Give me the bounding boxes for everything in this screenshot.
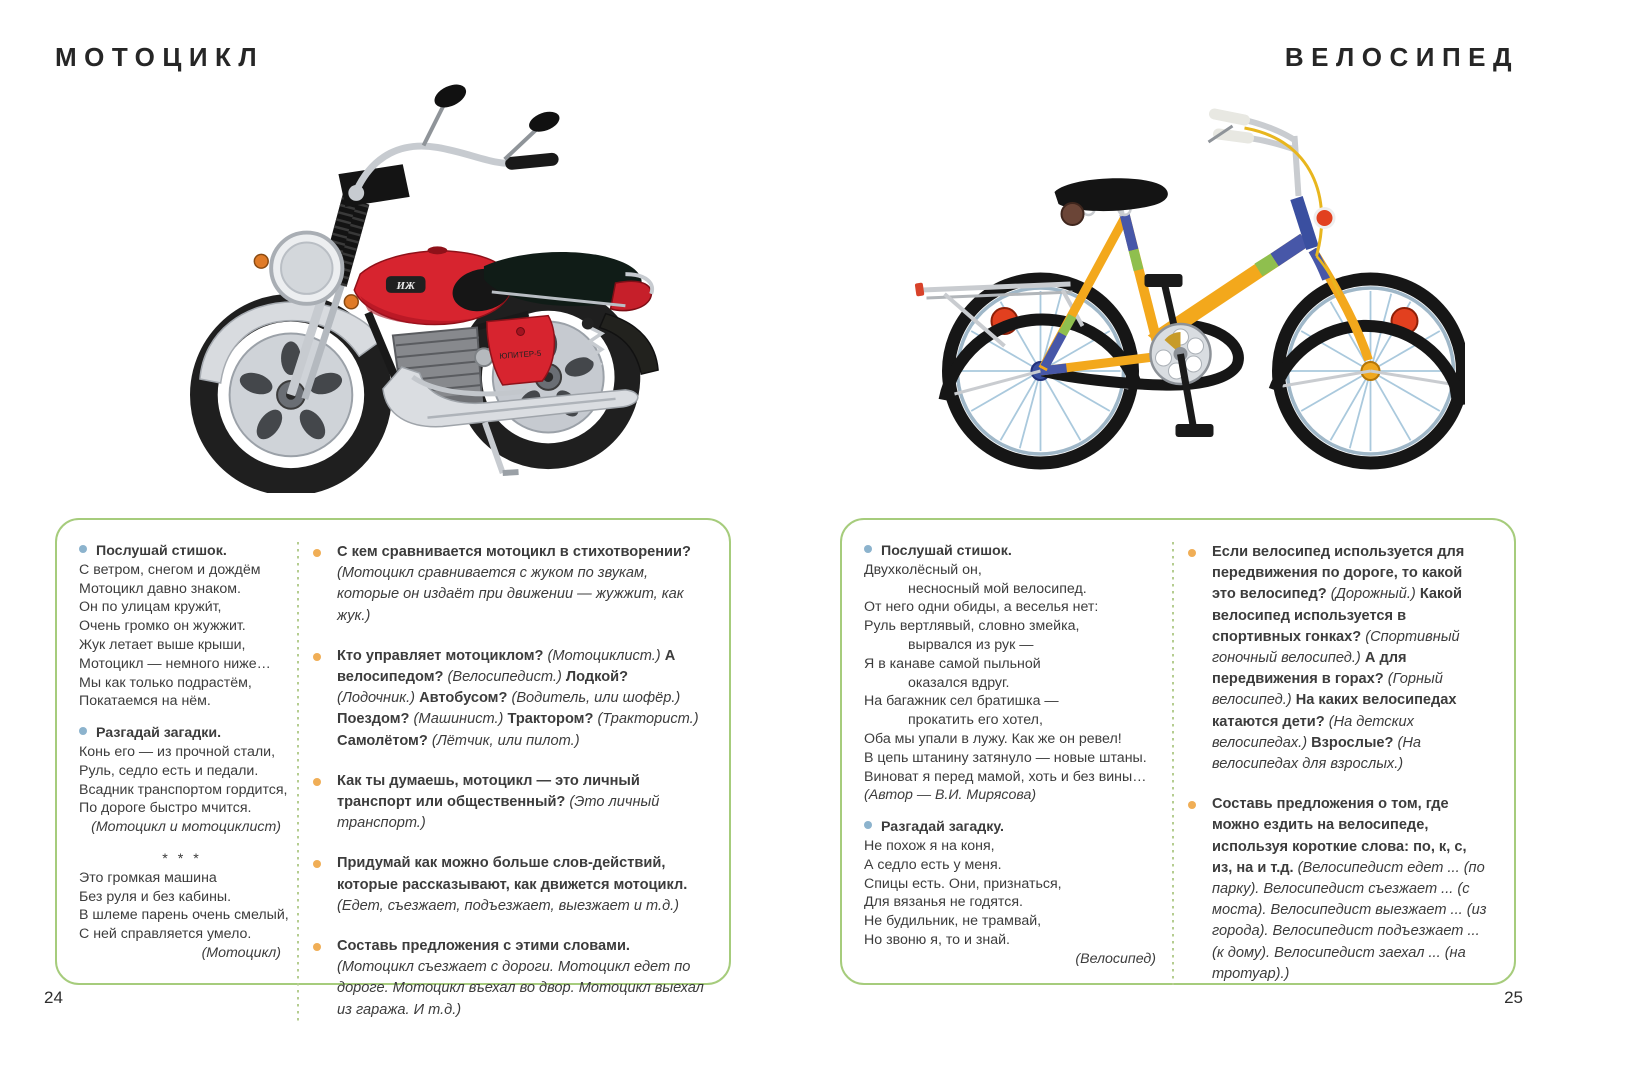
text-line: оказался вдруг. (908, 674, 1010, 691)
rack-reflector-icon (915, 283, 925, 297)
orange-bullet-icon (1188, 801, 1196, 809)
turn-signal-icon (344, 295, 358, 309)
bicycle-questions-column (1186, 542, 1490, 985)
page-title-right: ВЕЛОСИПЕД (1284, 42, 1519, 72)
text-line: Руль вертлявый, словно змейка, (864, 618, 1080, 635)
bicycle-chainring (1145, 274, 1214, 437)
activity-box-motorcycle (55, 518, 731, 1018)
mirror-icon (431, 80, 470, 112)
tank-logo-text: ИЖ (396, 279, 415, 292)
blue-bullet-icon (79, 545, 87, 553)
text-line: Очень громко он жужжит. (79, 618, 246, 635)
bicycle-illustration (890, 88, 1465, 488)
text-line: Я в канаве самой пыльной (864, 655, 1041, 672)
text-line: Но звоню я, то и знай. (864, 931, 1010, 948)
pedal-icon (1145, 274, 1183, 287)
text-line: Не похож я на коня, (864, 837, 995, 854)
text-line: Для вязанья не годятся. (864, 894, 1023, 911)
bicycle-poems-column (864, 542, 1160, 985)
blue-bullet-icon (864, 821, 872, 829)
question-item: Если велосипед используется для передвижения по дороге, то какой это велосипед? (Дорожный.) Какой велосипед используется в спортивных гонках? (Спортивный гоночный велосипед.) А для передвижения в горах? (Горный велосипед.) На каких велосипедах катаются дети? (На детских велосипедах.) Взрослые? (На велосипедах для взрослых.) (1186, 542, 1490, 775)
dotted-divider (297, 542, 299, 1021)
orange-bullet-icon (313, 549, 321, 557)
text-line: несносный мой велосипед. (908, 580, 1087, 597)
bell-icon (1062, 203, 1084, 225)
riddle-answer: (Велосипед) (1075, 950, 1156, 967)
text-line: С ветром, снегом и дождём (79, 561, 261, 578)
motorcycle-illustration (190, 78, 665, 493)
section-heading: Послушай стишок. (79, 542, 285, 561)
orange-bullet-icon (313, 860, 321, 868)
text-line: Это громкая машина (79, 869, 217, 886)
blue-bullet-icon (864, 545, 872, 553)
activity-box-bicycle (840, 518, 1516, 985)
text-line: Конь его — из прочной стали, (79, 743, 276, 760)
question-item: С кем сравнивается мотоцикл в стихотворении? (Мотоцикл сравнивается с жуком по звукам, которые он издаёт при движении — жужжит, как жук.) (311, 542, 705, 627)
handlebar-grip (1219, 134, 1249, 138)
text-line: Мотоцикл давно знаком. (79, 580, 241, 597)
page-number-left: 24 (44, 988, 63, 1007)
text-line: Жук летает выше крыши, (79, 636, 246, 653)
stanza-separator: * * * (162, 850, 202, 867)
motorcycle-poems-column (79, 542, 289, 1021)
text-line: Покатаемся на нём. (79, 693, 211, 710)
page-title-left: МОТОЦИКЛ (55, 42, 265, 72)
text-line: А седло есть у меня. (864, 856, 1002, 873)
motorcycle-instrument-panel (338, 164, 409, 207)
handlebar-grip (1215, 114, 1245, 120)
question-item: Составь предложения о том, где можно ездить на велосипеде, используя короткие слова: по, к, с, из, на и т.д. (Велосипедист едет ... (по парку). Велосипедист съезжает ... (с моста). Велосипедист выезжает ... (из города). Велосипедист подъезжает ... (к дому). Велосипедист заехал ... (на тротуар).) (1186, 794, 1490, 985)
question-item: Составь предложения с этими словами. (Мотоцикл съезжает с дороги. Мотоцикл едет по дороге. Мотоцикл въехал во двор. Мотоцикл выехал из гаража. И т.д.) (311, 936, 705, 1021)
pedal-icon (1176, 424, 1214, 437)
text-line: С ней справляется умело. (79, 926, 252, 943)
text-line: Всадник транспортом гордится, (79, 781, 288, 798)
side-panel-label: ЮПИТЕР-5 (499, 348, 542, 361)
text-line: Он по улицам кружи́т, (79, 599, 222, 616)
orange-bullet-icon (313, 778, 321, 786)
question-item: Как ты думаешь, мотоцикл — это личный транспорт или общественный? (Это личный транспорт.) (311, 771, 705, 835)
turn-signal-icon (254, 254, 268, 268)
question-item: Придумай как можно больше слов-действий, которые рассказывают, как движется мотоцикл. (Едет, съезжает, подъезжает, выезжает и т.д.) (311, 853, 705, 917)
text-line: прокатить его хотел, (908, 712, 1043, 729)
riddle-answer: (Мотоцикл) (201, 944, 281, 961)
head-reflector-icon (1317, 210, 1333, 226)
text-line: Мы как только подрастём, (79, 674, 252, 691)
orange-bullet-icon (313, 943, 321, 951)
text-line: На багажник сел братишка — (864, 693, 1059, 710)
orange-bullet-icon (1188, 549, 1196, 557)
section-heading: Разгадай загадку. (864, 818, 1160, 837)
text-line: Мотоцикл — немного ниже… (79, 655, 271, 672)
text-line: Руль, седло есть и педали. (79, 762, 259, 779)
section-heading: Послушай стишок. (864, 542, 1160, 561)
motorcycle-questions-column (311, 542, 705, 1021)
text-line: Спицы есть. Они, признаться, (864, 875, 1062, 892)
dotted-divider (1172, 542, 1174, 985)
section-heading: Разгадай загадки. (79, 724, 285, 743)
text-line: Двухколёсный он, (864, 561, 982, 578)
riddle-answer: (Мотоцикл и мотоциклист) (91, 819, 281, 836)
text-line: Без руля и без кабины. (79, 888, 232, 905)
text-line: Не будильник, не трамвай, (864, 913, 1042, 930)
text-line: вырвался из рук — (908, 636, 1034, 653)
page-number-right: 25 (1504, 988, 1523, 1007)
text-line: Оба мы упали в лужу. Как же он ревел! (864, 730, 1122, 747)
text-line: Виноват я перед мамой, хоть и без вины… (864, 768, 1147, 785)
orange-bullet-icon (313, 653, 321, 661)
text-line: В цепь штанину затянуло — новые штаны. (864, 749, 1147, 766)
author-line: (Автор — В.И. Мирясова) (864, 787, 1037, 804)
question-item: Кто управляет мотоциклом? (Мотоциклист.) А велосипедом? (Велосипедист.) Лодкой? (Лодочник.) Автобусом? (Водитель, или шофёр.) Поездом? (Машинист.) Трактором? (Тракторист.) Самолётом? (Лётчик, или пилот.) (311, 646, 705, 752)
text-line: В шлеме парень очень смелый, (79, 907, 289, 924)
text-line: По дороге быстро мчится. (79, 800, 252, 817)
blue-bullet-icon (79, 727, 87, 735)
text-line: От него одни обиды, а веселья нет: (864, 599, 1099, 616)
